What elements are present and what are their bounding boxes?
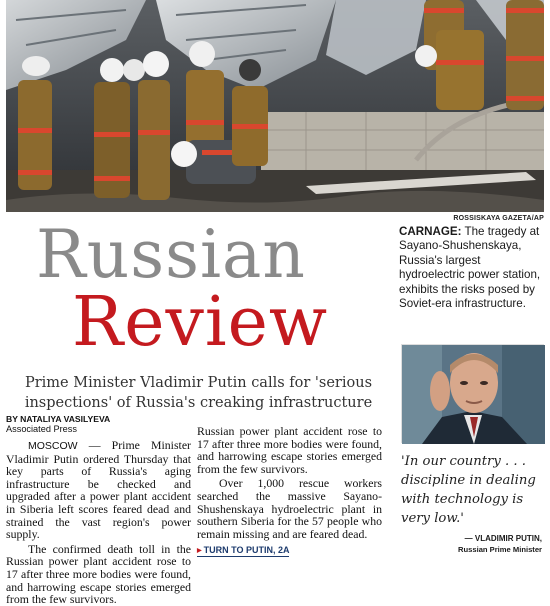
putin-portrait-photo (401, 344, 544, 443)
caption-lead: CARNAGE: (399, 225, 462, 238)
jump-label: TURN TO PUTIN, 2A (203, 545, 290, 555)
deck-subheadline: Prime Minister Vladimir Putin calls for 'serious inspections' of Russia's creaking infrastructure (24, 375, 373, 411)
byline-affiliation: Associated Press (6, 424, 77, 434)
photo-caption (399, 225, 544, 311)
rescue-workers-photo (6, 0, 544, 212)
article-paragraph-2-cont: Russian power plant accident rose to 17 after three more bodies were found, and harrowing escape stories emerged from the few survivors. (197, 424, 382, 476)
byline: BY NATALIYA VASILYEVA (6, 414, 111, 424)
arrow-right-icon: ▶ (197, 548, 202, 554)
dateline: MOSCOW (28, 440, 78, 452)
article-paragraph-1 (6, 439, 191, 541)
paragraph-1-text: — Prime Minister Vladimir Putin ordered Thursday that key parts of Russia's aging infrastructure be checked and upgraded after a power plant accident in Siberia left scores feared dead and strained the vast region's power supply. (6, 438, 191, 542)
article-column-left (6, 414, 191, 606)
caption-text: The tragedy at Sayano-Shushenskaya, Russia's largest hydroelectric power station, exhibits the risks posed by Soviet-era infrastructure. (399, 225, 541, 311)
pull-quote: 'In our country . . . discipline in dealing with technology is very low.' (401, 454, 536, 526)
article-column-right (197, 425, 382, 542)
quote-title: Russian Prime Minister (458, 545, 542, 554)
article-paragraph-3: Over 1,000 rescue workers searched the massive Sayano-Shushenskaya hydroelectric plant in southern Siberia for the 57 people who remain missing and are feared dead. (197, 476, 382, 541)
article-paragraph-2: The confirmed death toll in the Russian power plant accident rose to 17 after three more bodies were found, and harrowing escape stories emerged from the few survivors. (6, 541, 191, 606)
jump-link[interactable] (197, 545, 289, 557)
headline-kicker: Russian (36, 216, 306, 293)
quote-attribution: — VLADIMIR PUTIN, (464, 534, 542, 543)
headline-main: Review (72, 283, 329, 362)
photo-credit: ROSSISKAYA GAZETA/AP (453, 215, 544, 222)
